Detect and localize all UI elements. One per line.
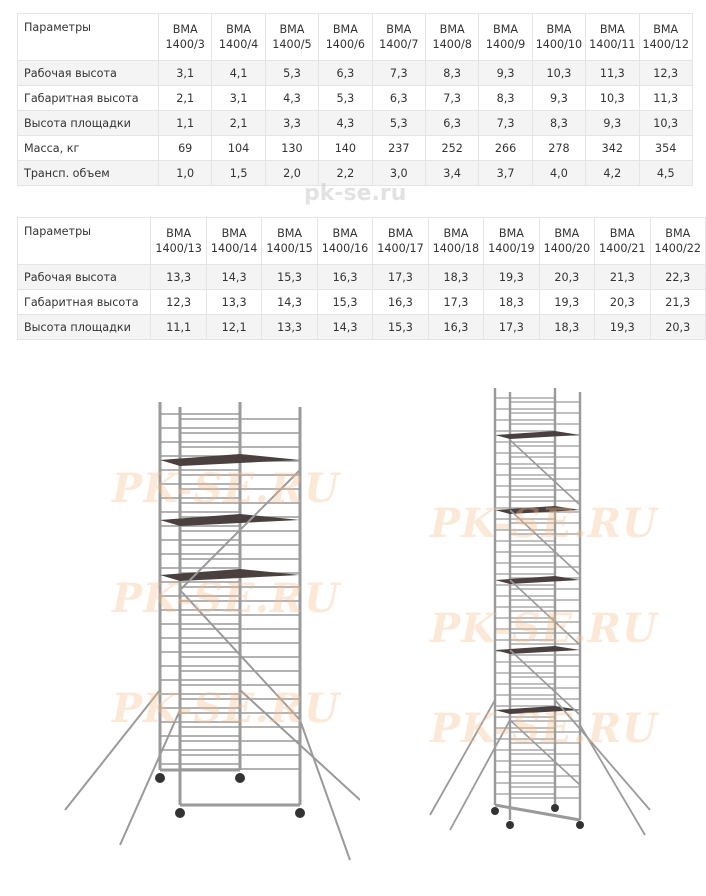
wheel <box>155 773 165 783</box>
table-cell: 4,1 <box>212 61 265 86</box>
table-cell: 11,3 <box>586 61 639 86</box>
column-header <box>532 14 585 61</box>
table-cell: 10,3 <box>532 61 585 86</box>
table-cell: 12,3 <box>639 61 692 86</box>
platform-deck <box>495 576 580 584</box>
model-series: ВМА <box>279 23 305 36</box>
model-number: 1400/22 <box>654 242 701 255</box>
row-label: Рабочая высота <box>18 265 151 290</box>
outrigger <box>65 690 160 810</box>
table-cell: 5,3 <box>372 111 425 136</box>
table-cell: 5,3 <box>319 86 372 111</box>
watermark-brand: PK-SE.RU <box>112 685 340 732</box>
table-row <box>18 111 693 136</box>
model-series: ВМА <box>665 227 691 240</box>
table-cell: 4,5 <box>639 161 692 186</box>
table-row <box>18 265 706 290</box>
table-cell: 1,1 <box>159 111 212 136</box>
platform-deck <box>495 506 580 514</box>
model-number: 1400/10 <box>535 38 583 51</box>
model-number: 1400/16 <box>321 242 369 255</box>
column-header <box>317 218 372 265</box>
column-header <box>373 218 428 265</box>
table-cell: 266 <box>479 136 532 161</box>
table-cell: 2,2 <box>319 161 372 186</box>
column-header <box>265 14 318 61</box>
wheel <box>491 807 499 815</box>
table-cell: 8,3 <box>425 61 478 86</box>
table-cell: 15,3 <box>373 315 428 340</box>
table-cell: 11,3 <box>639 86 692 111</box>
table-cell: 7,3 <box>425 86 478 111</box>
table-cell: 4,3 <box>265 86 318 111</box>
table-cell: 12,1 <box>206 315 261 340</box>
row-label: Габаритная высота <box>18 290 151 315</box>
model-number: 1400/13 <box>155 242 202 255</box>
model-number: 1400/21 <box>599 242 646 255</box>
table-cell: 140 <box>319 136 372 161</box>
column-header <box>319 14 372 61</box>
column-header <box>425 14 478 61</box>
watermark-brand: PK-SE.RU <box>430 500 658 547</box>
outrigger <box>580 725 645 835</box>
column-header <box>479 14 532 61</box>
model-series: ВМА <box>493 23 519 36</box>
wheel <box>551 804 559 812</box>
table-cell: 10,3 <box>586 86 639 111</box>
column-header <box>372 14 425 61</box>
row-label: Высота площадки <box>18 111 159 136</box>
table-cell: 354 <box>639 136 692 161</box>
model-number: 1400/19 <box>488 242 535 255</box>
wheel <box>506 821 514 829</box>
table-cell: 22,3 <box>650 265 705 290</box>
scaffold-image-tall <box>420 380 660 850</box>
model-number: 1400/15 <box>266 242 313 255</box>
diagonal-brace <box>510 580 580 645</box>
table-row <box>18 136 693 161</box>
column-header <box>206 218 261 265</box>
row-label: Трансп. объем <box>18 161 159 186</box>
model-number: 1400/6 <box>325 38 366 51</box>
table-cell: 237 <box>372 136 425 161</box>
watermark-brand: PK-SE.RU <box>112 465 340 512</box>
table-cell: 21,3 <box>595 265 650 290</box>
column-header <box>586 14 639 61</box>
diagonal-brace <box>510 440 580 505</box>
table-cell: 13,3 <box>151 265 206 290</box>
table-cell: 8,3 <box>532 111 585 136</box>
table-cell: 2,1 <box>212 111 265 136</box>
table-row <box>18 315 706 340</box>
table-cell: 252 <box>425 136 478 161</box>
row-label: Рабочая высота <box>18 61 159 86</box>
model-series: ВМА <box>226 23 252 36</box>
table-cell: 14,3 <box>262 290 317 315</box>
row-label: Масса, кг <box>18 136 159 161</box>
table-cell: 3,4 <box>425 161 478 186</box>
column-header <box>262 218 317 265</box>
model-series: ВМА <box>172 23 198 36</box>
table-cell: 19,3 <box>484 265 539 290</box>
table-cell: 20,3 <box>650 315 705 340</box>
table-cell: 13,3 <box>206 290 261 315</box>
table-cell: 342 <box>586 136 639 161</box>
model-number: 1400/11 <box>589 38 636 51</box>
model-series: ВМА <box>554 227 580 240</box>
wheel <box>576 821 584 829</box>
table-cell: 20,3 <box>539 265 594 290</box>
table-row <box>18 290 706 315</box>
column-header-param: Параметры <box>18 14 159 61</box>
table-cell: 9,3 <box>532 86 585 111</box>
table-cell: 9,3 <box>586 111 639 136</box>
column-header <box>595 218 650 265</box>
table-cell: 3,1 <box>159 61 212 86</box>
table-cell: 16,3 <box>317 265 372 290</box>
column-header <box>650 218 705 265</box>
row-label: Высота площадки <box>18 315 151 340</box>
model-number: 1400/18 <box>432 242 480 255</box>
table-cell: 1,5 <box>212 161 265 186</box>
table-cell: 15,3 <box>317 290 372 315</box>
table-cell: 130 <box>265 136 318 161</box>
scaffold-image-short <box>60 390 360 880</box>
model-series: ВМА <box>609 227 635 240</box>
column-header <box>212 14 265 61</box>
model-series: ВМА <box>166 227 192 240</box>
table-cell: 16,3 <box>428 315 483 340</box>
model-number: 1400/5 <box>272 38 312 51</box>
watermark-site: pk-se.ru <box>304 181 407 206</box>
model-number: 1400/14 <box>210 242 258 255</box>
table-cell: 4,3 <box>319 111 372 136</box>
model-number: 1400/9 <box>485 38 526 51</box>
spec-table-2 <box>17 217 706 340</box>
table-cell: 17,3 <box>428 290 483 315</box>
platform-deck <box>495 706 580 714</box>
outrigger <box>300 720 350 860</box>
model-number: 1400/8 <box>432 38 472 51</box>
table-cell: 6,3 <box>319 61 372 86</box>
table-cell: 8,3 <box>479 86 532 111</box>
table-cell: 18,3 <box>428 265 483 290</box>
row-label: Габаритная высота <box>18 86 159 111</box>
table-cell: 5,3 <box>265 61 318 86</box>
platform-deck <box>495 646 580 654</box>
table-cell: 104 <box>212 136 265 161</box>
model-number: 1400/7 <box>379 38 419 51</box>
table-cell: 13,3 <box>262 315 317 340</box>
table-cell: 14,3 <box>206 265 261 290</box>
model-number: 1400/4 <box>218 38 259 51</box>
table-cell: 18,3 <box>539 315 594 340</box>
diagonal-brace <box>510 720 580 785</box>
model-number: 1400/3 <box>165 38 205 51</box>
model-series: ВМА <box>277 227 303 240</box>
model-series: ВМА <box>653 23 679 36</box>
column-header <box>484 218 539 265</box>
table-cell: 4,2 <box>586 161 639 186</box>
table-cell: 6,3 <box>372 86 425 111</box>
model-series: ВМА <box>599 23 625 36</box>
table-cell: 4,0 <box>532 161 585 186</box>
model-series: ВМА <box>332 227 358 240</box>
table-cell: 14,3 <box>317 315 372 340</box>
wheel <box>175 808 185 818</box>
table-cell: 16,3 <box>373 290 428 315</box>
table-cell: 12,3 <box>151 290 206 315</box>
table-cell: 7,3 <box>372 61 425 86</box>
table-cell: 15,3 <box>262 265 317 290</box>
table-cell: 7,3 <box>479 111 532 136</box>
column-header <box>639 14 692 61</box>
diagonal-brace <box>510 510 580 575</box>
table-cell: 17,3 <box>484 315 539 340</box>
watermark-brand: PK-SE.RU <box>112 575 340 622</box>
table-cell: 1,0 <box>159 161 212 186</box>
table-cell: 19,3 <box>595 315 650 340</box>
model-number: 1400/17 <box>377 242 424 255</box>
table-row <box>18 61 693 86</box>
table-cell: 3,1 <box>212 86 265 111</box>
platform-deck <box>495 431 580 439</box>
table-cell: 20,3 <box>595 290 650 315</box>
model-number: 1400/20 <box>543 242 591 255</box>
model-series: ВМА <box>443 227 469 240</box>
outrigger <box>430 700 495 815</box>
table-cell: 6,3 <box>425 111 478 136</box>
column-header <box>539 218 594 265</box>
table-cell: 3,0 <box>372 161 425 186</box>
table-cell: 69 <box>159 136 212 161</box>
column-header <box>159 14 212 61</box>
diagonal-brace <box>510 650 580 715</box>
table-cell: 9,3 <box>479 61 532 86</box>
model-series: ВМА <box>498 227 524 240</box>
table-cell: 3,3 <box>265 111 318 136</box>
model-series: ВМА <box>387 227 413 240</box>
spec-table-1 <box>17 13 693 186</box>
column-header-param: Параметры <box>18 218 151 265</box>
model-series: ВМА <box>332 23 358 36</box>
table-cell: 11,1 <box>151 315 206 340</box>
table-cell: 21,3 <box>650 290 705 315</box>
table-row <box>18 161 693 186</box>
column-header <box>428 218 483 265</box>
model-series: ВМА <box>546 23 572 36</box>
table-row <box>18 86 693 111</box>
watermark-brand: PK-SE.RU <box>430 605 658 652</box>
outrigger <box>450 720 510 830</box>
wheel <box>295 808 305 818</box>
column-header <box>151 218 206 265</box>
table-cell: 18,3 <box>484 290 539 315</box>
table-cell: 3,7 <box>479 161 532 186</box>
model-series: ВМА <box>386 23 412 36</box>
model-number: 1400/12 <box>642 38 689 51</box>
model-series: ВМА <box>221 227 247 240</box>
model-series: ВМА <box>439 23 465 36</box>
table-cell: 2,0 <box>265 161 318 186</box>
wheel <box>235 773 245 783</box>
table-cell: 10,3 <box>639 111 692 136</box>
outrigger <box>555 700 650 810</box>
base-beam <box>495 805 580 820</box>
table-cell: 19,3 <box>539 290 594 315</box>
watermark-brand: PK-SE.RU <box>430 705 658 752</box>
table-cell: 2,1 <box>159 86 212 111</box>
table-cell: 278 <box>532 136 585 161</box>
table-cell: 17,3 <box>373 265 428 290</box>
